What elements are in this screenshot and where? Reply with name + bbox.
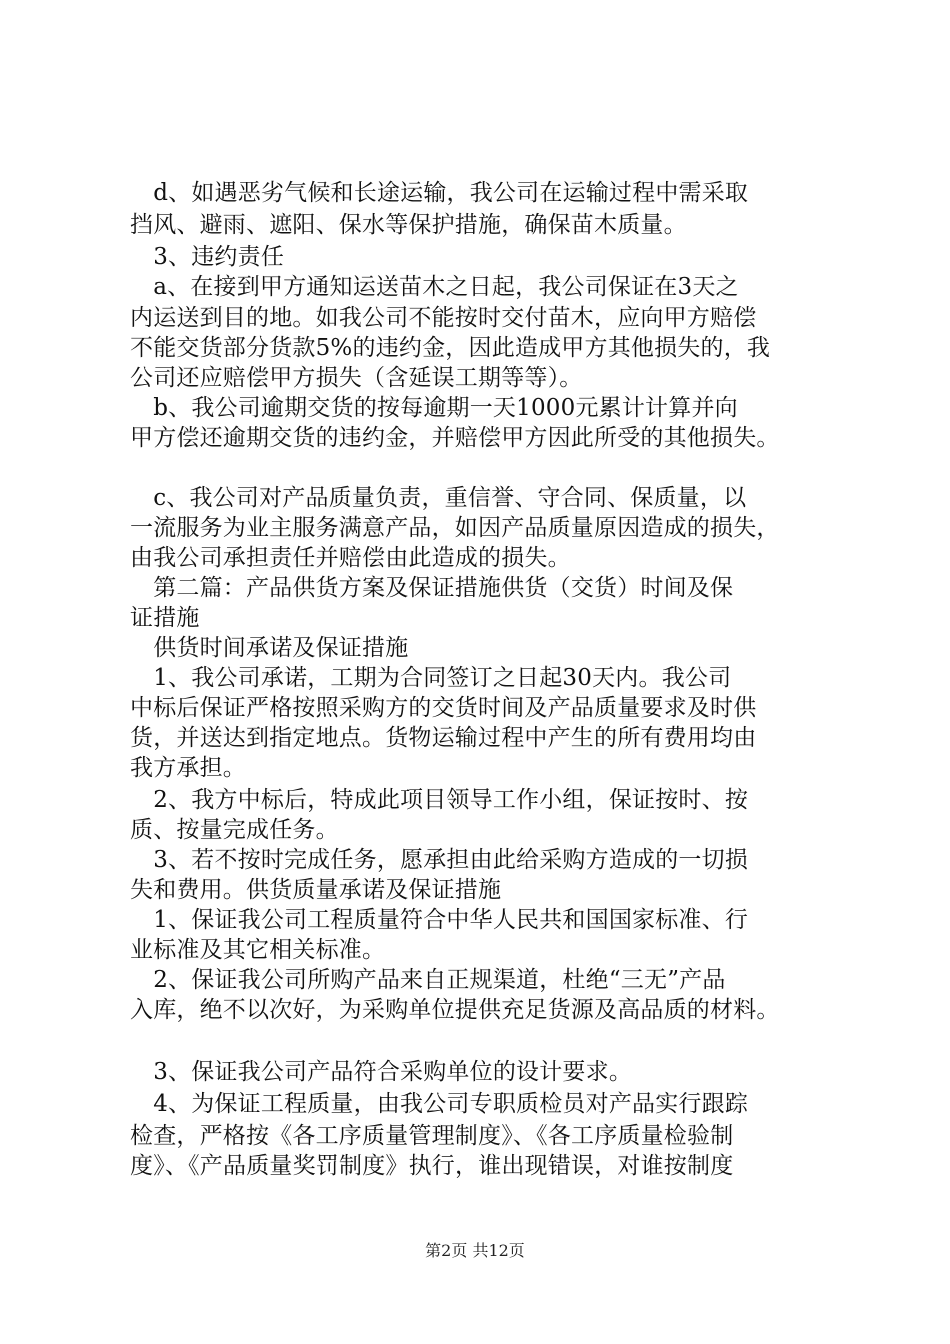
text-line: 由我公司承担责任并赔偿由此造成的损失。 (130, 545, 571, 571)
text-line: 失和费用。供货质量承诺及保证措施 (130, 877, 502, 903)
text-line: 2、我方中标后，特成此项目领导工作小组，保证按时、按 (130, 787, 749, 813)
text-line: 1、保证我公司工程质量符合中华人民共和国国家标准、行 (130, 907, 749, 933)
text-line: 我方承担。 (130, 755, 246, 781)
text-line: 业标准及其它相关标准。 (130, 937, 386, 963)
text-line: 挡风、避雨、遮阳、保水等保护措施，确保苗木质量。 (130, 212, 687, 238)
text-line: 检查，严格按《各工序质量管理制度》、《各工序质量检验制 (130, 1123, 734, 1149)
text-line: c、我公司对产品质量负责，重信誉、守合同、保质量，以 (130, 485, 747, 511)
page-number-footer: 第2页 共12页 (425, 1241, 525, 1260)
text-line: b、我公司逾期交货的按每逾期一天1000元累计计算并向 (130, 395, 738, 421)
text-line: 3、违约责任 (130, 244, 285, 270)
section-heading: 第二篇：产品供货方案及保证措施供货（交货）时间及保 (130, 575, 734, 601)
text-line: 2、保证我公司所购产品来自正规渠道，杜绝“三无”产品 (130, 967, 726, 993)
text-line: 货，并送达到指定地点。货物运输过程中产生的所有费用均由 (130, 725, 757, 751)
text-line: 3、保证我公司产品符合采购单位的设计要求。 (130, 1059, 633, 1085)
subheading: 供货时间承诺及保证措施 (130, 635, 409, 661)
text-line: 入库，绝不以次好，为采购单位提供充足货源及高品质的材料。 (130, 997, 780, 1023)
text-line: 中标后保证严格按照采购方的交货时间及产品质量要求及时供 (130, 695, 757, 721)
text-line: 一流服务为业主服务满意产品，如因产品质量原因造成的损失， (130, 515, 780, 541)
text-line: 4、为保证工程质量，由我公司专职质检员对产品实行跟踪 (130, 1091, 749, 1117)
text-line: 质、按量完成任务。 (130, 817, 339, 843)
section-heading: 证措施 (130, 605, 200, 631)
text-line: 公司还应赔偿甲方损失（含延误工期等等）。 (130, 365, 583, 391)
text-line: 内运送到目的地。如我公司不能按时交付苗木，应向甲方赔偿 (130, 305, 757, 331)
text-line: 甲方偿还逾期交货的违约金，并赔偿甲方因此所受的其他损失。 (130, 425, 780, 451)
text-line: d、如遇恶劣气候和长途运输，我公司在运输过程中需采取 (130, 180, 749, 206)
text-line: a、在接到甲方通知运送苗木之日起，我公司保证在3天之 (130, 274, 739, 300)
text-line: 度》、《产品质量奖罚制度》执行，谁出现错误，对谁按制度 (130, 1153, 734, 1179)
text-line: 不能交货部分货款5%的违约金，因此造成甲方其他损失的，我 (130, 335, 771, 361)
text-line: 3、若不按时完成任务，愿承担由此给采购方造成的一切损 (130, 847, 749, 873)
text-line: 1、我公司承诺，工期为合同签订之日起30天内。我公司 (130, 665, 732, 691)
